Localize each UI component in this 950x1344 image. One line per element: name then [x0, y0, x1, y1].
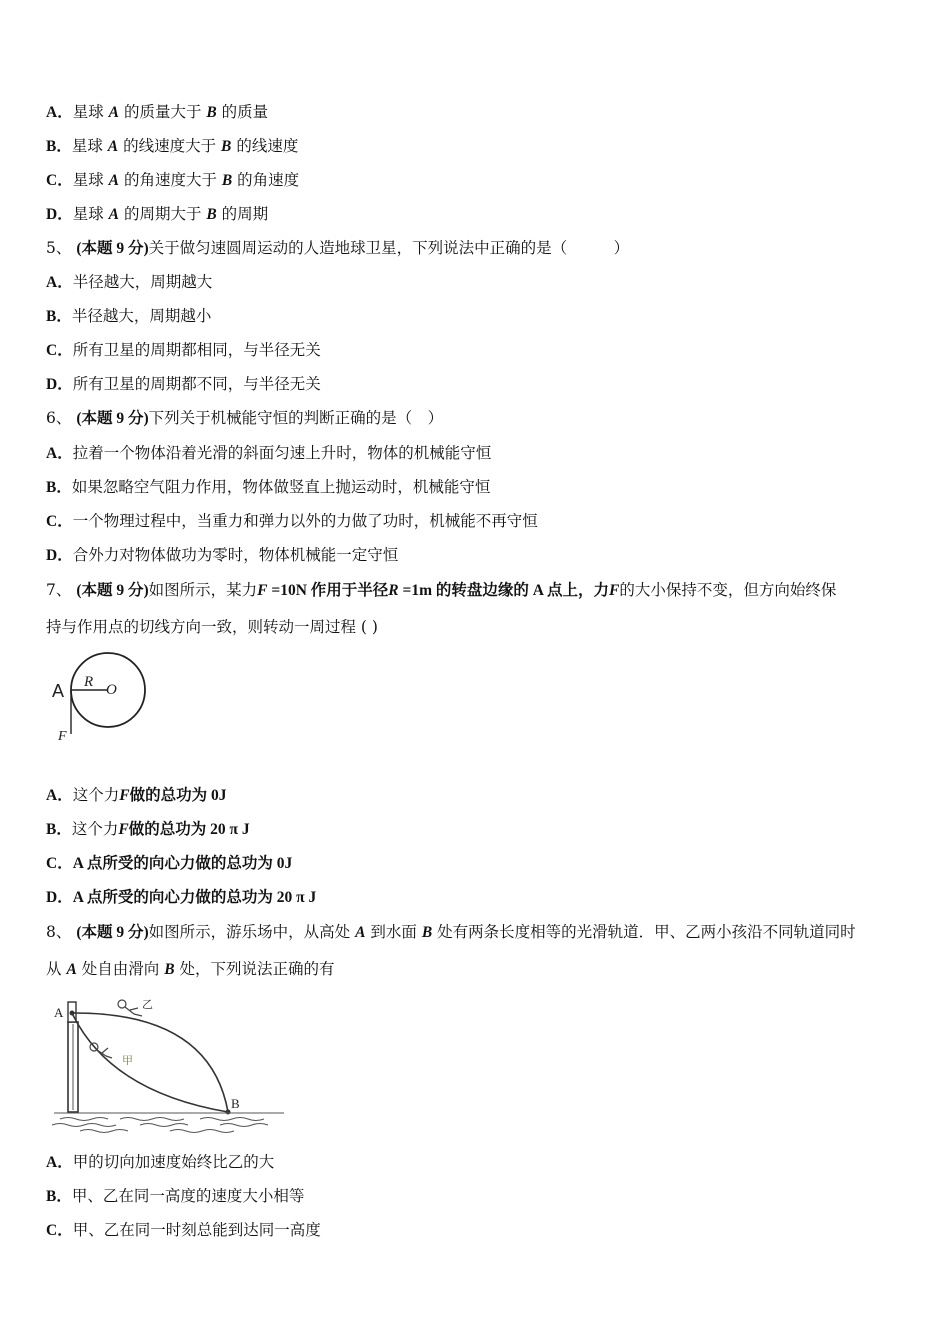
q6-option-b: B．如果忽略空气阻力作用，物体做竖直上抛运动时，机械能守恒 — [46, 478, 491, 496]
jia-label: 甲 — [122, 1054, 133, 1067]
q5-option-b: B．半径越大，周期越小 — [46, 307, 212, 325]
point-a-label: A — [54, 1005, 64, 1020]
point-a-label: A — [52, 681, 65, 701]
q8-option-a: A．甲的切向加速度始终比乙的大 — [46, 1153, 275, 1171]
q4-option-b: B．星球 A 的线速度大于 B 的线速度 — [46, 137, 299, 155]
q5-option-d: D．所有卫星的周期都不同，与半径无关 — [46, 375, 321, 393]
q6-option-c: C．一个物理过程中，当重力和弹力以外的力做了功时，机械能不再守恒 — [46, 512, 538, 530]
q6-option-d: D．合外力对物体做功为零时，物体机械能一定守恒 — [46, 546, 399, 564]
q7-disk-figure — [48, 648, 158, 748]
track-jia — [72, 1013, 228, 1112]
q7-option-a: A．这个力F做的总功为 0J — [46, 786, 227, 804]
q6-option-a: A．拉着一个物体沿着光滑的斜面匀速上升时，物体的机械能守恒 — [46, 444, 492, 462]
q8-slide-figure — [50, 992, 288, 1134]
q4-option-d: D．星球 A 的周期大于 B 的周期 — [46, 205, 269, 223]
q7-option-c: C．A 点所受的向心力做的总功为 0J — [46, 855, 293, 872]
q4-option-a: A．星球 A 的质量大于 B 的质量 — [46, 103, 269, 121]
q8-option-c: C．甲、乙在同一时刻总能到达同一高度 — [46, 1221, 321, 1239]
radius-label: R — [84, 674, 94, 690]
point-b-dot — [226, 1110, 231, 1115]
child-yi-icon — [118, 1000, 142, 1016]
q7-stem-line2: 持与作用点的切线方向一致，则转动一周过程 ( ) — [46, 618, 378, 636]
point-b-label: B — [231, 1096, 240, 1111]
q7-option-d: D．A 点所受的向心力做的总功为 20 π J — [46, 889, 317, 906]
water-surface — [52, 1113, 284, 1133]
q6-stem: 6、 (本题 9 分)下列关于机械能守恒的判断正确的是（ ） — [46, 409, 444, 427]
q5-option-c: C．所有卫星的周期都相同，与半径无关 — [46, 341, 321, 359]
yi-label: 乙 — [142, 998, 153, 1011]
q4-option-c: C．星球 A 的角速度大于 B 的角速度 — [46, 171, 300, 189]
force-label: F — [58, 729, 67, 744]
q7-stem-line1: 7、 (本题 9 分)如图所示，某力F =10N 作用于半径R =1m 的转盘边缘的 A 点上，力F的大小保持不变，但方向始终保 — [46, 581, 837, 599]
q7-option-b: B．这个力F做的总功为 20 π J — [46, 820, 250, 838]
q5-stem: 5、 (本题 9 分)关于做匀速圆周运动的人造地球卫星，下列说法中正确的是（ ） — [46, 239, 630, 257]
q8-stem-line2: 从 A 处自由滑向 B 处，下列说法正确的有 — [46, 960, 335, 978]
track-yi — [72, 1013, 228, 1112]
q5-option-a: A．半径越大，周期越大 — [46, 273, 213, 291]
q8-option-b: B．甲、乙在同一高度的速度大小相等 — [46, 1187, 305, 1205]
center-label: O — [106, 682, 117, 698]
q8-stem-line1: 8、 (本题 9 分)如图所示，游乐场中，从高处 A 到水面 B 处有两条长度相等的光滑轨道．甲、乙两小孩沿不同轨道同时 — [46, 923, 856, 941]
